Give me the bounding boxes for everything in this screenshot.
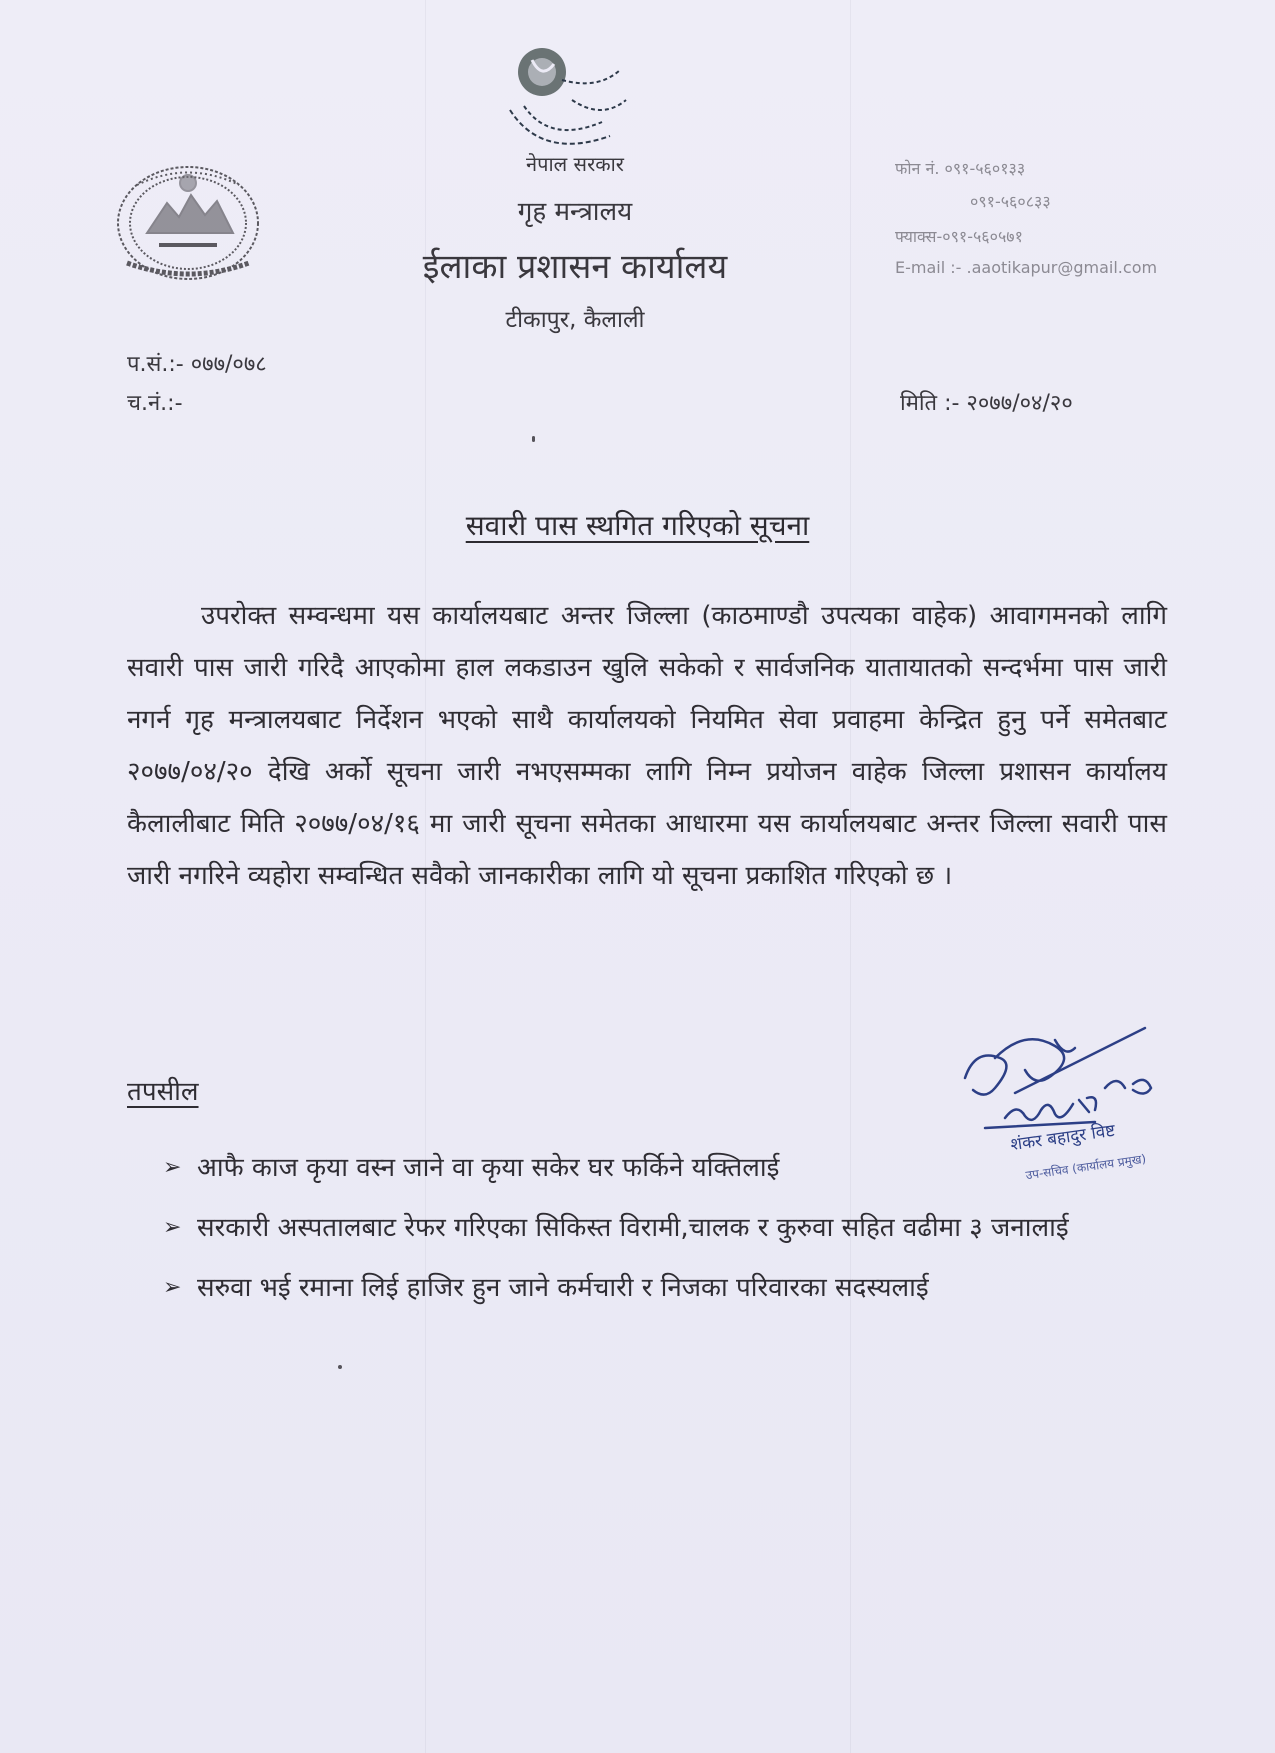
list-item — [163, 1262, 1173, 1314]
list-item-text: सरकारी अस्पतालबाट रेफर गरिएका सिकिस्त विरामी,चालक र कुरुवा सहित वढीमा ३ जनालाई — [197, 1213, 1069, 1243]
signatory-name: शंकर बहादुर विष्ट — [1009, 1120, 1117, 1156]
letter-reference-number: प.सं.:- ०७७/०७८ — [127, 352, 267, 377]
arrow-bullet-icon: ➢ — [163, 1155, 182, 1180]
exemption-list — [163, 1142, 1173, 1322]
arrow-bullet-icon: ➢ — [163, 1275, 182, 1300]
details-heading: तपसील — [127, 1077, 199, 1107]
letter-date: मिति :- २०७७/०४/२० — [900, 391, 1073, 416]
dispatch-number: च.नं.:- — [127, 391, 183, 416]
phone-number-2: ०९१-५६०८३३ — [970, 192, 1051, 211]
paper-speck — [532, 436, 535, 442]
ministry-name: गृह मन्त्रालय — [517, 197, 633, 227]
phone-number-1: फोन नं. ०९१-५६०१३३ — [895, 159, 1026, 178]
paper-speck — [338, 1365, 342, 1369]
notice-body: उपरोक्त सम्वन्धमा यस कार्यालयबाट अन्तर जिल्ला (काठमाण्डौ उपत्यका वाहेक) आवागमनको लागि सवारी पास जारी गरिदै आएकोमा हाल लकडाउन खुलि सकेको र सार्वजनिक यातायातको सन्दर्भमा पास जारी नगर्न गृह मन्त्रालयबाट निर्देशन भएको साथै कार्यालयको नियमित सेवा प्रवाहमा केन्द्रित हुनु पर्ने समेतबाट २०७७/०४/२० देखि अर्को सूचना जारी नभएसम्मका लागि निम्न प्रयोजन वाहेक जिल्ला प्रशासन कार्यालय कैलालीबाट मिति २०७७/०४/१६ मा जारी सूचना समेतका आधारमा यस कार्यालयबाट अन्तर जिल्ला सवारी पास जारी नगरिने व्यहोरा सम्वन्धित सवैको जानकारीका लागि यो सूचना प्रकाशित गरिएको छ । — [127, 601, 1167, 891]
arrow-bullet-icon: ➢ — [163, 1215, 182, 1240]
fax-number: फ्याक्स-०९१-५६०५७१ — [895, 227, 1023, 246]
nepal-coat-of-arms-icon — [107, 155, 269, 290]
office-location: टीकापुर, कैलाली — [505, 307, 645, 333]
government-name: नेपाल सरकार — [526, 152, 624, 176]
list-item-text: आफै काज कृया वस्न जाने वा कृया सकेर घर फर्किने यक्तिलाई — [197, 1153, 780, 1183]
list-item-text: सरुवा भई रमाना लिई हाजिर हुन जाने कर्मचारी र निजका परिवारका सदस्यलाई — [197, 1273, 929, 1303]
office-name: ईलाका प्रशासन कार्यालय — [422, 247, 728, 287]
office-seal-icon — [502, 40, 634, 168]
notice-title: सवारी पास स्थगित गरिएको सूचना — [465, 509, 810, 542]
handwritten-signature — [955, 1018, 1175, 1138]
email-address: E-mail :- .aaotikapur@gmail.com — [895, 258, 1158, 277]
list-item — [163, 1202, 1173, 1254]
signatory-designation: उप-सचिव (कार्यालय प्रमुख) — [1024, 1151, 1147, 1183]
